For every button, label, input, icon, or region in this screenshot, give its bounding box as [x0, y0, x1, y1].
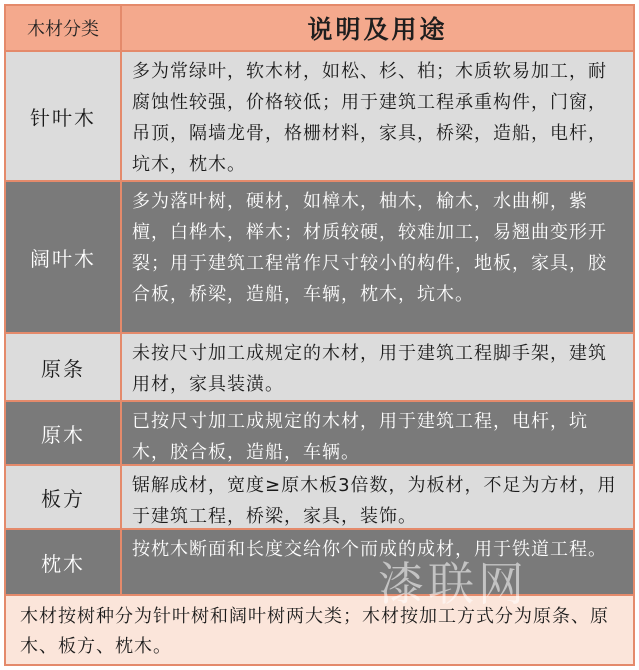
row-category: 针叶木 [6, 52, 122, 180]
row-description: 多为常绿叶，软木材，如松、杉、柏；木质软易加工，耐腐蚀性较强，价格较低；用于建筑工程承重构件，门窗，吊顶，隔墙龙骨，格栅材料，家具，桥梁，造船，电杆，坑木，枕木。 [132, 61, 607, 175]
row-description: 已按尺寸加工成规定的木材，用于建筑工程，电杆，坑木，胶合板，造船，车辆。 [132, 411, 588, 463]
header-description: 说明及用途 [307, 15, 448, 44]
row-description: 按枕木断面和长度交给你个而成的成材，用于铁道工程。 [132, 539, 607, 560]
row-category: 阔叶木 [6, 182, 122, 332]
header-category: 木材分类 [6, 6, 122, 50]
wood-classification-table [4, 4, 635, 666]
row-category: 原条 [6, 334, 122, 400]
table-row [6, 182, 633, 334]
row-category: 枕木 [6, 530, 122, 594]
row-category: 原木 [6, 402, 122, 464]
table-header [6, 6, 633, 52]
watermark-text: 漆联网 [378, 557, 528, 611]
table-row [6, 402, 633, 466]
table-row [6, 466, 633, 530]
row-description: 多为落叶树，硬材，如樟木，柚木，榆木，水曲柳，紫檀，白桦木，榉木；材质较硬，较难加工，易翘曲变形开裂；用于建筑工程常作尺寸较小的构件，地板，家具，胶合板，桥梁，造船，车辆，枕木，坑木。 [132, 191, 607, 305]
row-description: 锯解成材，宽度≥原木板3倍数，为板材，不足为方材，用于建筑工程，桥梁，家具，装饰。 [132, 475, 617, 527]
row-category: 板方 [6, 466, 122, 528]
row-description: 未按尺寸加工成规定的木材，用于建筑工程脚手架，建筑用材，家具装潢。 [132, 343, 607, 395]
table-footer-note: 木材按树种分为针叶树和阔叶树两大类；木材按加工方式分为原条、原木、板方、枕木。 [6, 596, 633, 664]
table-row [6, 334, 633, 402]
table-row [6, 52, 633, 182]
table-row [6, 530, 633, 596]
